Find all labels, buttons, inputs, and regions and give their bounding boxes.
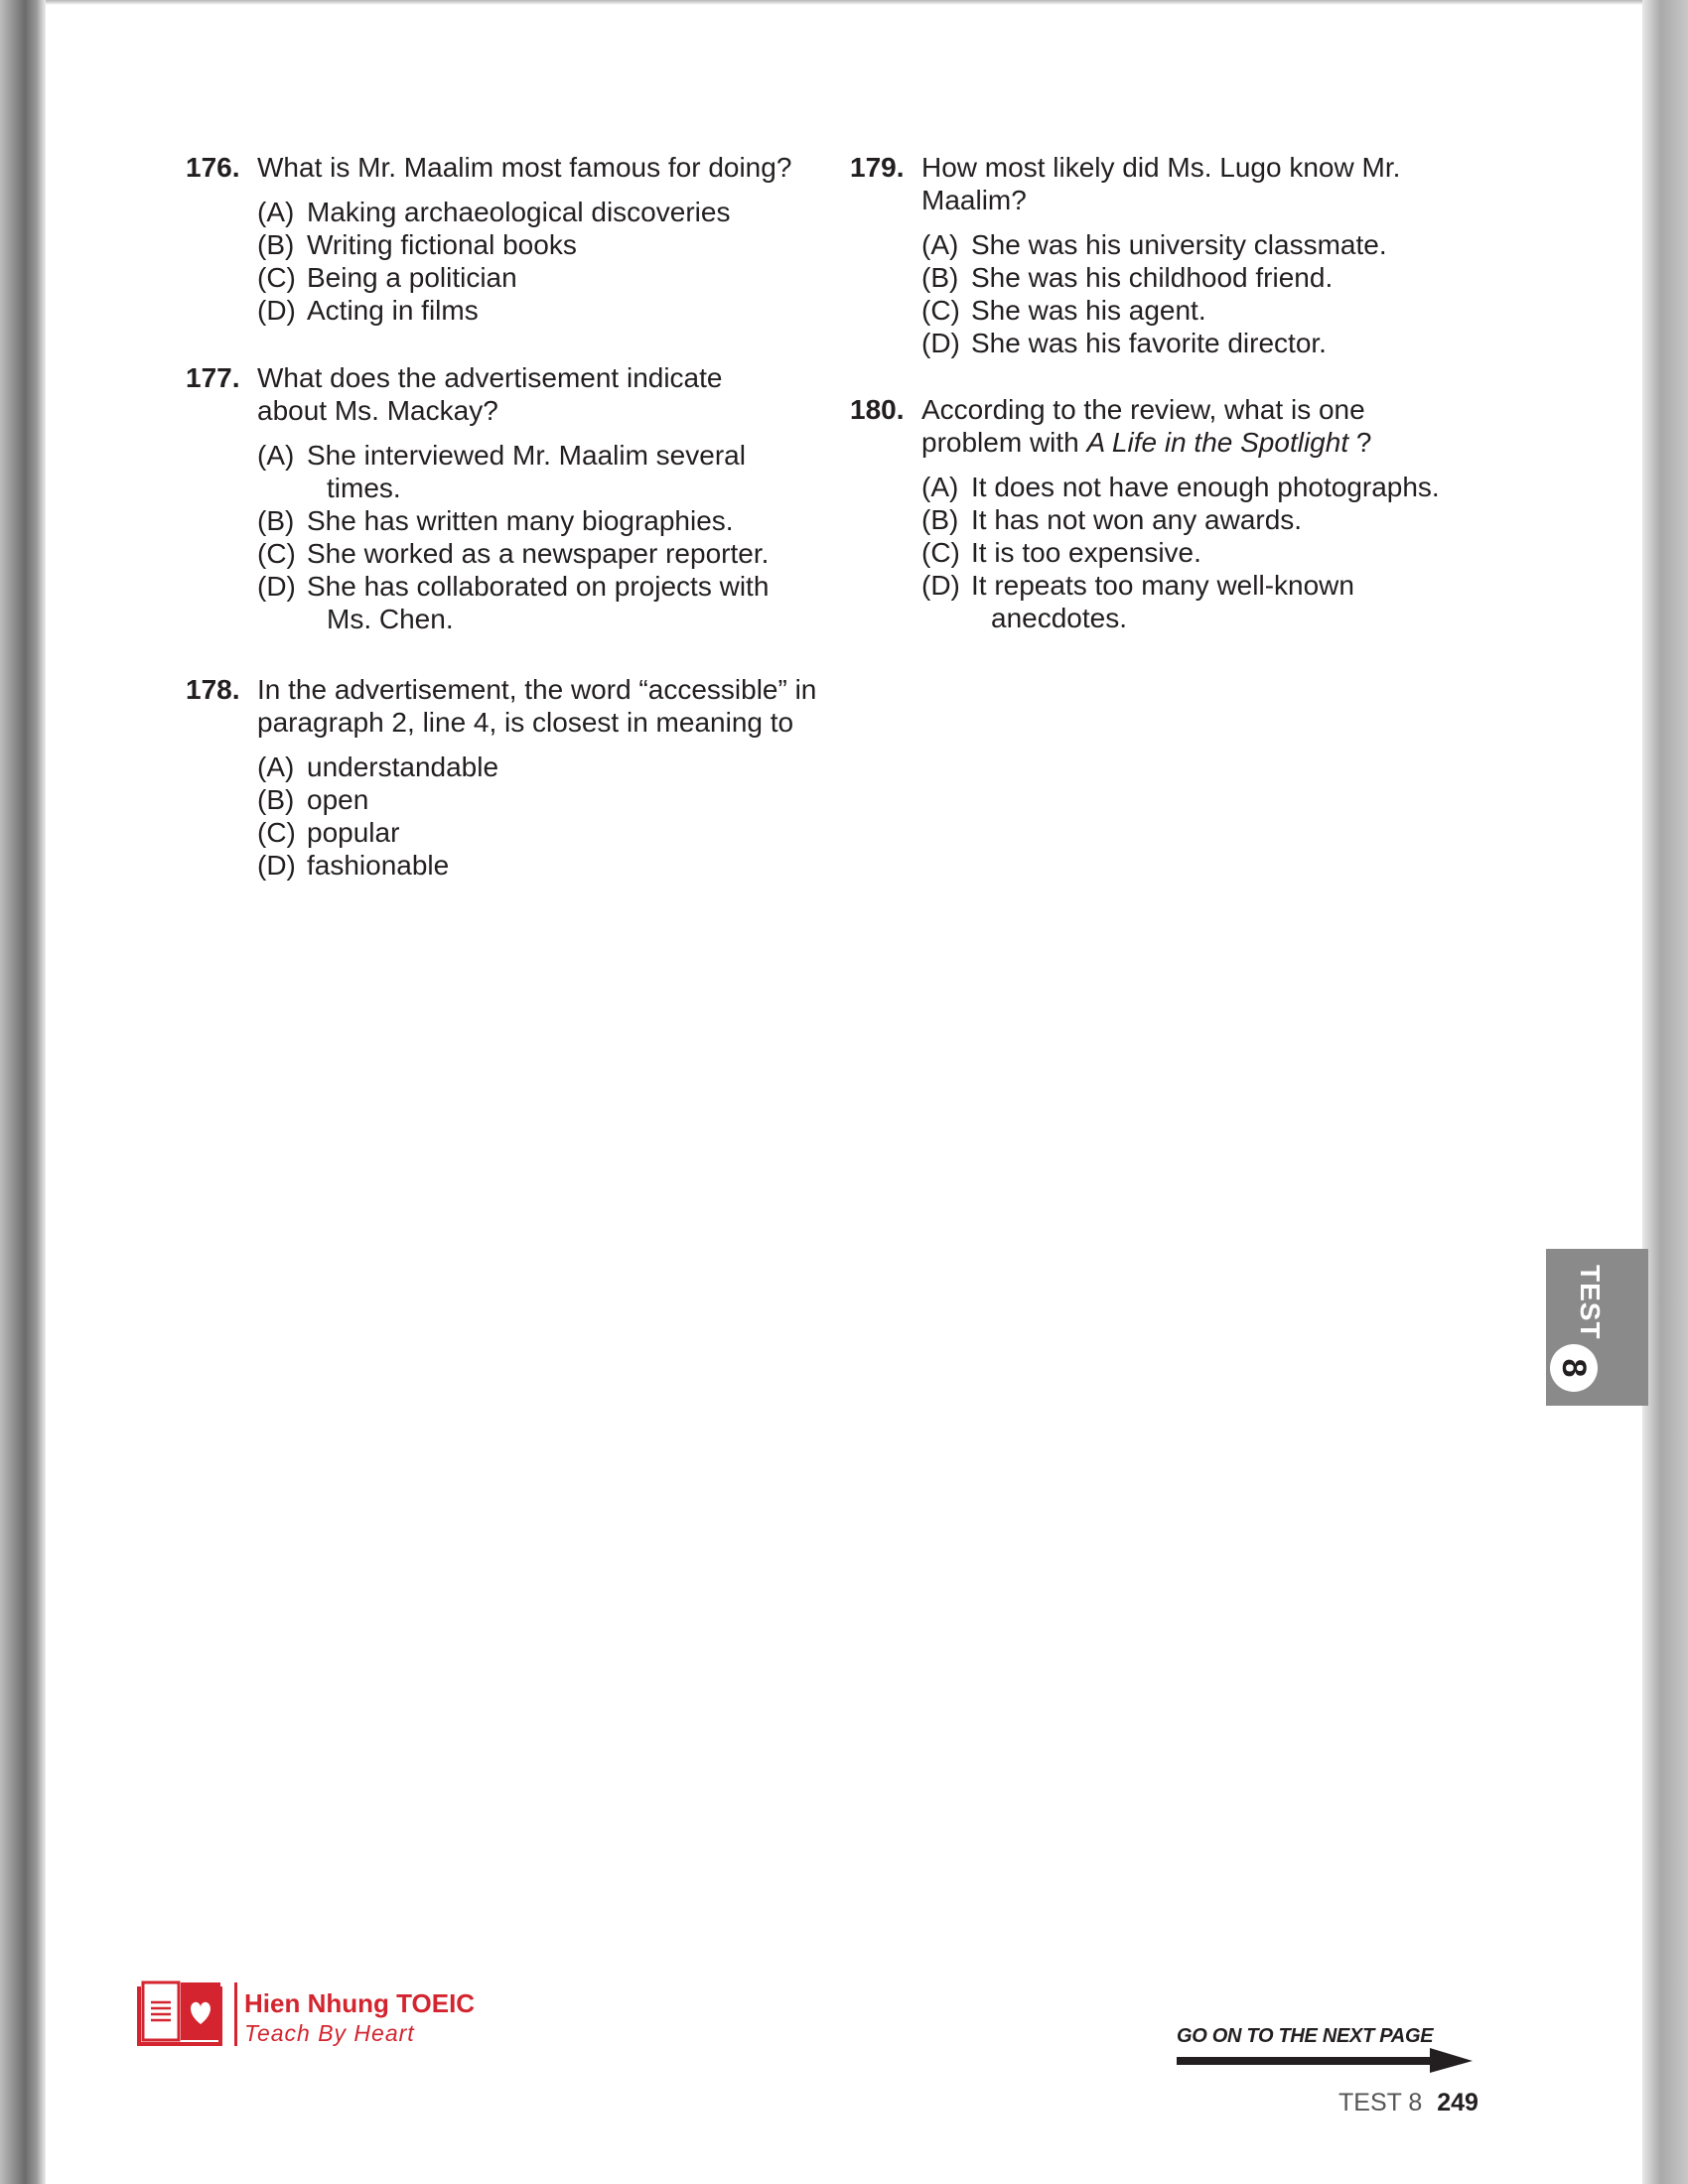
- option-c[interactable]: [257, 261, 821, 294]
- tab-number-circle: [1550, 1344, 1598, 1392]
- option-text: Being a politician: [307, 262, 517, 293]
- tab-number: 8: [1555, 1358, 1593, 1378]
- open-book-heart-icon: [135, 1980, 224, 2048]
- question-180: [850, 393, 1446, 634]
- option-text: fashionable: [307, 850, 450, 881]
- logo-tagline: Teach By Heart: [244, 2020, 415, 2046]
- option-text: It is too expensive.: [971, 537, 1201, 568]
- option-letter: (C): [257, 262, 296, 293]
- brand-logo: [135, 1980, 532, 2050]
- option-c[interactable]: [921, 536, 1446, 569]
- question-178: [186, 673, 821, 882]
- option-d[interactable]: [921, 569, 1446, 634]
- option-letter: (C): [921, 295, 960, 326]
- question-number: 180.: [850, 394, 905, 425]
- tab-label: TEST: [1575, 1265, 1606, 1340]
- question-text: How most likely did Ms. Lugo know Mr. Maalim?: [921, 152, 1401, 215]
- option-letter: (D): [921, 570, 960, 601]
- scan-shadow-left: [0, 0, 46, 2184]
- option-a[interactable]: [257, 751, 821, 783]
- option-b[interactable]: [257, 228, 821, 261]
- option-text: She was his agent.: [971, 295, 1206, 326]
- option-text: She worked as a newspaper reporter.: [307, 538, 770, 569]
- option-text: Making archaeological discoveries: [307, 197, 731, 227]
- option-text: It repeats too many well-known anecdotes.: [971, 570, 1354, 633]
- option-list: [257, 751, 821, 882]
- footer-test-label: TEST 8: [1338, 2089, 1423, 2116]
- question-text-end: ?: [1348, 427, 1372, 458]
- option-letter: (C): [257, 538, 296, 569]
- option-letter: (D): [257, 295, 296, 326]
- option-b[interactable]: [921, 503, 1446, 536]
- question-text: What does the advertisement indicate about Ms. Mackay?: [257, 362, 723, 426]
- page-footer: [1338, 2089, 1478, 2117]
- right-arrow-icon: [1177, 2045, 1475, 2075]
- option-c[interactable]: [257, 816, 821, 849]
- question-text: [921, 393, 1446, 459]
- option-letter: (B): [257, 229, 295, 260]
- logo-divider: [234, 1982, 237, 2046]
- option-letter: (D): [257, 850, 296, 881]
- question-number: 176.: [186, 152, 240, 183]
- question-text: In the advertisement, the word “accessible” in paragraph 2, line 4, is closest in meaning to: [257, 674, 817, 738]
- option-letter: (B): [257, 505, 295, 536]
- option-b[interactable]: [257, 504, 791, 537]
- option-text: She was his favorite director.: [971, 328, 1327, 358]
- question-number: 179.: [850, 152, 905, 183]
- option-text: open: [307, 784, 369, 815]
- option-text: It does not have enough photographs.: [971, 472, 1440, 502]
- option-text: Acting in films: [307, 295, 479, 326]
- option-d[interactable]: [257, 849, 821, 882]
- option-text: popular: [307, 817, 400, 848]
- option-list: [921, 228, 1406, 359]
- option-list: [257, 439, 791, 635]
- question-179: [850, 151, 1406, 359]
- option-d[interactable]: [921, 327, 1406, 359]
- scan-shadow-top: [46, 0, 1642, 5]
- option-letter: (D): [921, 328, 960, 358]
- option-letter: (A): [921, 229, 959, 260]
- option-text: She has collaborated on projects with Ms. Chen.: [307, 571, 770, 634]
- scan-shadow-right: [1642, 0, 1688, 2184]
- option-text: Writing fictional books: [307, 229, 577, 260]
- option-letter: (C): [921, 537, 960, 568]
- option-letter: (B): [257, 784, 295, 815]
- option-text: It has not won any awards.: [971, 504, 1303, 535]
- option-a[interactable]: [257, 439, 791, 504]
- option-text: understandable: [307, 751, 499, 782]
- option-b[interactable]: [921, 261, 1406, 294]
- option-text: She was his childhood friend.: [971, 262, 1334, 293]
- option-letter: (A): [257, 440, 295, 471]
- test-side-tab: [1546, 1249, 1648, 1406]
- option-text: She interviewed Mr. Maalim several times.: [307, 440, 746, 503]
- question-text-start: According to the review, what is one problem with: [921, 394, 1365, 458]
- option-a[interactable]: [921, 471, 1446, 503]
- option-letter: (D): [257, 571, 296, 602]
- option-d[interactable]: [257, 294, 821, 327]
- option-c[interactable]: [257, 537, 791, 570]
- logo-title: Hien Nhung TOEIC: [244, 1988, 476, 2018]
- question-176: [186, 151, 821, 327]
- option-text: She has written many biographies.: [307, 505, 734, 536]
- option-a[interactable]: [257, 196, 821, 228]
- option-letter: (B): [921, 504, 959, 535]
- option-a[interactable]: [921, 228, 1406, 261]
- question-number: 177.: [186, 362, 240, 393]
- option-letter: (B): [921, 262, 959, 293]
- question-177: [186, 361, 791, 635]
- question-text: What is Mr. Maalim most famous for doing?: [257, 152, 792, 183]
- option-letter: (A): [921, 472, 959, 502]
- option-c[interactable]: [921, 294, 1406, 327]
- book-title: A Life in the Spotlight: [1086, 427, 1349, 458]
- option-list: [257, 196, 821, 327]
- option-letter: (A): [257, 751, 295, 782]
- page-number: 249: [1437, 2089, 1478, 2116]
- go-next-page-label: GO ON TO THE NEXT PAGE: [1177, 2025, 1434, 2047]
- option-list: [921, 471, 1446, 634]
- question-number: 178.: [186, 674, 240, 705]
- option-b[interactable]: [257, 783, 821, 816]
- option-letter: (A): [257, 197, 295, 227]
- option-d[interactable]: [257, 570, 791, 635]
- option-letter: (C): [257, 817, 296, 848]
- option-text: She was his university classmate.: [971, 229, 1387, 260]
